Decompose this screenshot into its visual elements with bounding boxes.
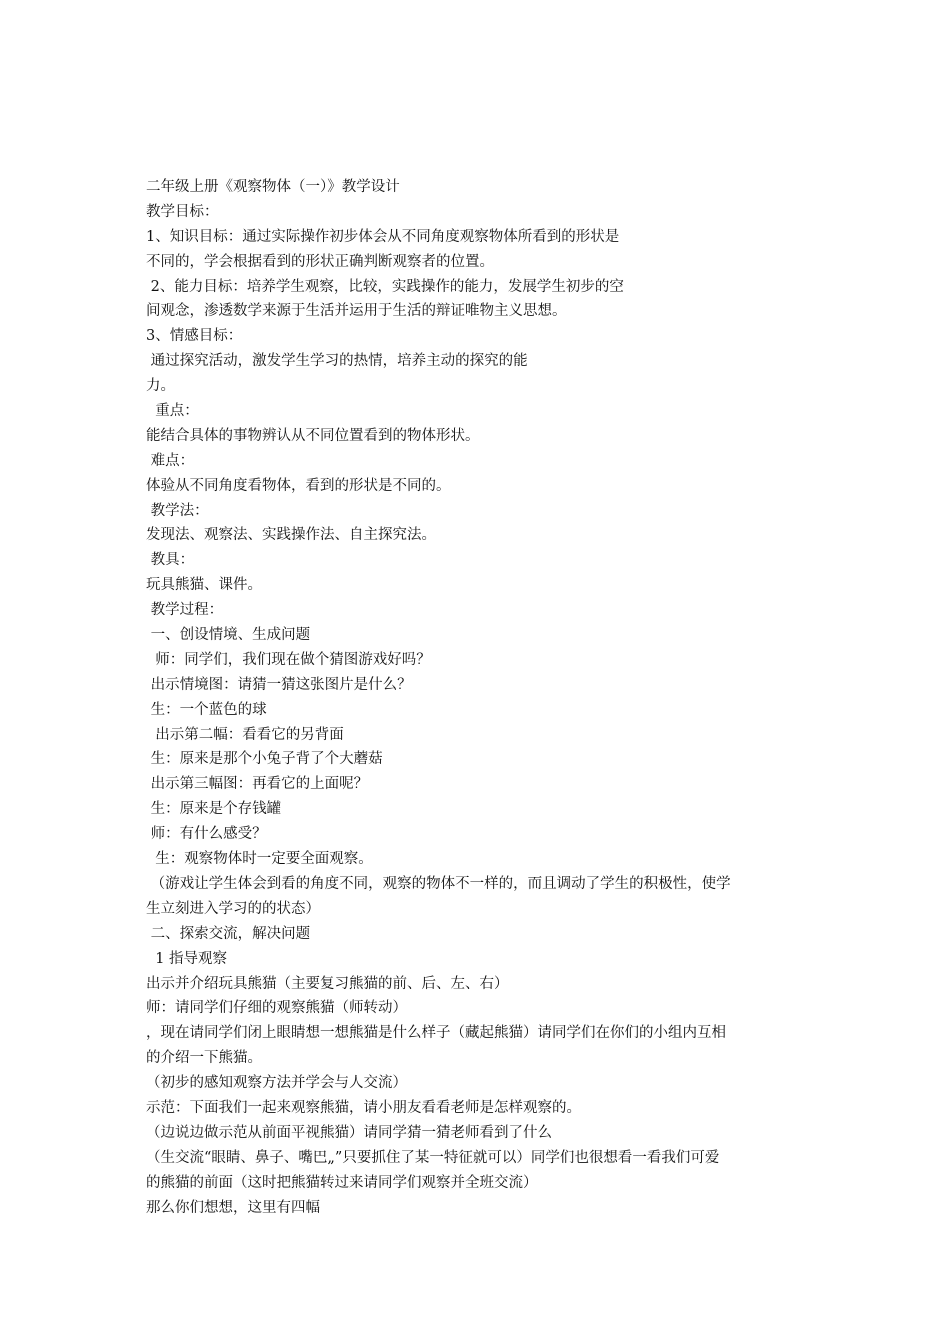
document-body xyxy=(146,175,816,1220)
text-line: 二、探索交流，解决问题 xyxy=(146,925,311,942)
text-line: 间观念，渗透数学来源于生活并运用于生活的辩证唯物主义思想。 xyxy=(146,303,567,320)
text-line: （游戏让学生体会到看的角度不同，观察的物体不一样的，而且调动了学生的积极性，使学 xyxy=(146,875,731,892)
text-line: 的熊猫的前面（这时把熊猫转过来请同学们观察并全班交流） xyxy=(146,1174,538,1191)
text-line: 发现法、观察法、实践操作法、自主探究法。 xyxy=(146,527,436,544)
text-line: 2、能力目标：培养学生观察，比较，实践操作的能力，发展学生初步的空 xyxy=(146,278,624,295)
text-line: 生立刻进入学习的的状态） xyxy=(146,900,320,917)
text-line: 1、知识目标：通过实际操作初步体会从不同角度观察物体所看到的形状是 xyxy=(146,228,620,245)
text-line: ，现在请同学们闭上眼睛想一想熊猫是什么样子（藏起熊猫）请同学们在你们的小组内互相 xyxy=(146,1025,726,1042)
text-line: 体验从不同角度看物体，看到的形状是不同的。 xyxy=(146,477,451,494)
text-line: 教学目标： xyxy=(146,203,219,220)
text-line: （初步的感知观察方法并学会与人交流） xyxy=(146,1075,407,1092)
text-line: 玩具熊猫、课件。 xyxy=(146,577,262,594)
text-line: 力。 xyxy=(146,378,175,395)
text-line: （边说边做示范从前面平视熊猫）请同学猜一猜老师看到了什么 xyxy=(146,1124,552,1141)
text-line: （生交流“眼睛、鼻子、嘴巴„”只要抓住了某一特征就可以）同学们也很想看一看我们可爱 xyxy=(146,1149,720,1166)
text-line: 难点： xyxy=(146,452,195,469)
text-line: 教学过程： xyxy=(146,602,224,619)
text-line: 师：请同学们仔细的观察熊猫（师转动） xyxy=(146,1000,407,1017)
document-title: 二年级上册《观察物体（一）》教学设计 xyxy=(146,179,400,195)
text-line: 通过探究活动，激发学生学习的热情，培养主动的探究的能 xyxy=(146,353,528,370)
text-line: 那么你们想想，这里有四幅 xyxy=(146,1199,320,1216)
text-line: 示范：下面我们一起来观察熊猫，请小朋友看看老师是怎样观察的。 xyxy=(146,1099,581,1116)
text-line: 一、创设情境、生成问题 xyxy=(146,627,311,644)
text-line: 出示情境图：请猜一猜这张图片是什么？ xyxy=(146,676,412,693)
text-line: 的介绍一下熊猫。 xyxy=(146,1050,262,1067)
text-line: 教学法： xyxy=(146,502,209,519)
text-line: 师：同学们，我们现在做个猜图游戏好吗？ xyxy=(146,651,431,668)
text-line: 生：原来是个存钱罐 xyxy=(146,801,282,818)
text-line: 出示第三幅图：再看它的上面呢？ xyxy=(146,776,369,793)
text-line: 不同的，学会根据看到的形状正确判断观察者的位置。 xyxy=(146,253,494,270)
text-line: 重点： xyxy=(146,403,199,420)
text-line: 师：有什么感受？ xyxy=(146,826,267,843)
text-line: 生：一个蓝色的球 xyxy=(146,701,267,718)
text-line: 1 指导观察 xyxy=(146,950,228,967)
text-line: 出示并介绍玩具熊猫（主要复习熊猫的前、后、左、右） xyxy=(146,975,509,992)
text-line: 生：观察物体时一定要全面观察。 xyxy=(146,851,373,868)
text-line: 出示第二幅：看看它的另背面 xyxy=(146,726,344,743)
text-line: 生：原来是那个小兔子背了个大蘑菇 xyxy=(146,751,383,768)
text-line: 能结合具体的事物辨认从不同位置看到的物体形状。 xyxy=(146,427,480,444)
text-line: 教具： xyxy=(146,552,195,569)
text-line: 3、情感目标： xyxy=(146,328,243,345)
